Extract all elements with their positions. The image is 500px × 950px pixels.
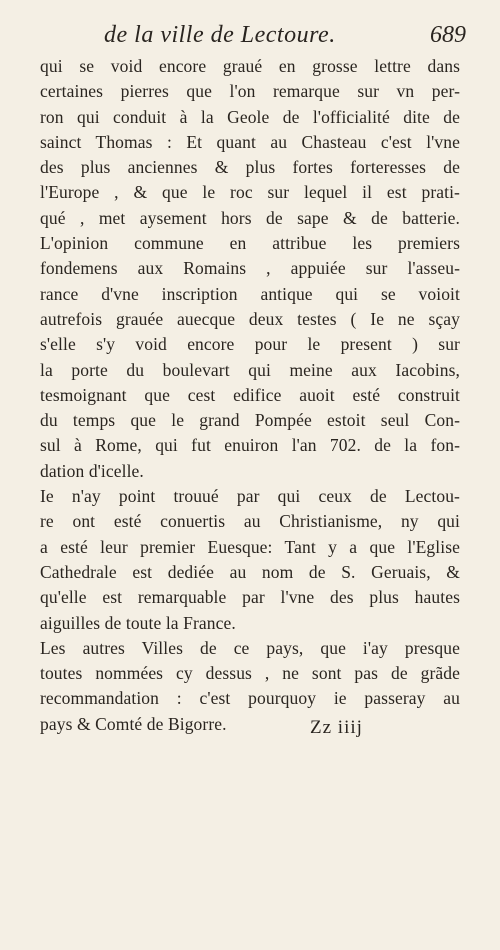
text-line: autrefois grauée auecque deux testes ( Ie ne sçay	[40, 308, 460, 329]
paragraph-1	[40, 54, 460, 484]
page-number: 689	[430, 22, 466, 48]
text-line: tesmoignant que cest edifice auoit esté construit	[40, 384, 460, 405]
text-line: Cathedrale est dediée au nom de S. Geruais, &	[40, 561, 460, 582]
text-line: l'Europe , & que le roc sur lequel il est prati-	[40, 182, 460, 203]
text-line: toutes nommées cy dessus , ne sont pas de grãde	[40, 663, 460, 684]
text-line: la porte du boulevart qui meine aux Iacobins,	[40, 359, 460, 380]
text-line: Ie n'ay point trouué par qui ceux de Lectou-	[40, 486, 460, 507]
paragraph-2	[40, 484, 460, 636]
text-line: qui se void encore graué en grosse lettre dans	[40, 56, 460, 76]
text-line: recommandation : c'est pourquoy ie passeray au	[40, 688, 460, 709]
text-line: aiguilles de toute la France.	[40, 612, 236, 633]
text-line: sul à Rome, qui fut enuiron l'an 702. de la fon-	[40, 435, 460, 456]
text-line: sainct Thomas : Et quant au Chasteau c'est l'vne	[40, 131, 460, 152]
paragraph-3	[40, 636, 460, 737]
text-line: dation d'icelle.	[40, 460, 144, 481]
text-line: a esté leur premier Euesque: Tant y a que l'Eglise	[40, 536, 460, 557]
text-line: certaines pierres que l'on remarque sur vn per-	[40, 81, 460, 102]
text-line: L'opinion commune en attribue les premiers	[40, 233, 460, 254]
text-line: du temps que le grand Pompée estoit seul Con-	[40, 410, 460, 431]
text-line: Les autres Villes de ce pays, que i'ay presque	[40, 637, 460, 658]
body-text	[40, 54, 460, 737]
text-line: ron qui conduit à la Geole de l'officialité dite de	[40, 106, 460, 127]
text-line: pays & Comté de Bigorre.	[40, 713, 227, 734]
text-line: fondemens aux Romains , appuiée sur l'asseu-	[40, 258, 460, 279]
text-line: s'elle s'y void encore pour le present ) sur	[40, 334, 460, 355]
page-header	[44, 22, 466, 52]
text-line: qu'elle est remarquable par l'vne des plus hautes	[40, 587, 460, 608]
signature-mark: Zz iiij	[310, 717, 363, 738]
text-line: rance d'vne inscription antique qui se voioit	[40, 283, 460, 304]
text-line: des plus anciennes & plus fortes forteresses de	[40, 157, 460, 178]
text-line: re ont esté conuertis au Christianisme, ny qui	[40, 511, 460, 532]
running-title: de la ville de Lectoure.	[104, 22, 336, 48]
text-line: qué , met aysement hors de sape & de batterie.	[40, 207, 460, 228]
